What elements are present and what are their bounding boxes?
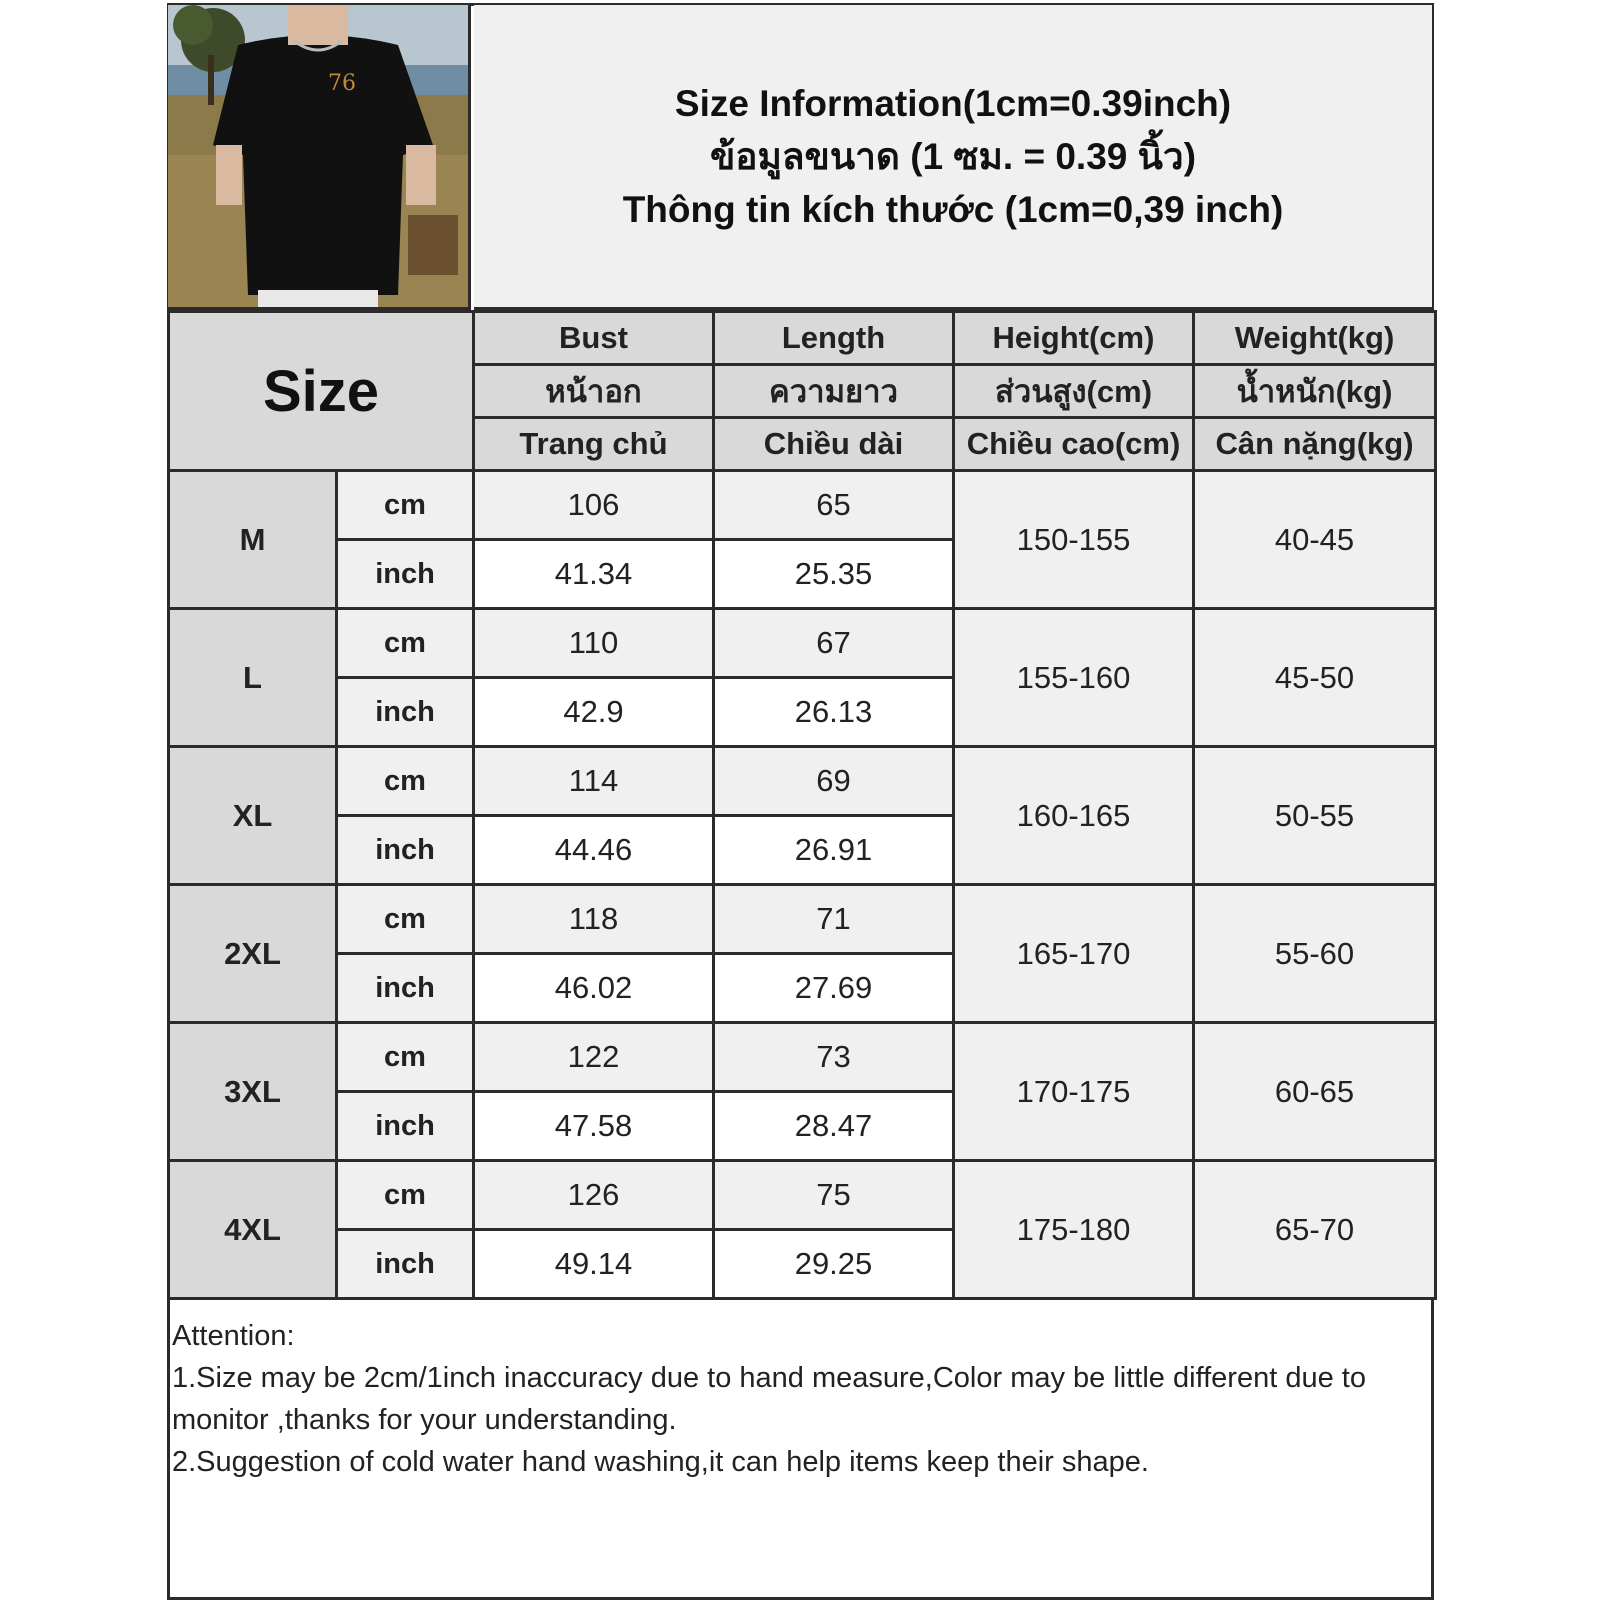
attention-notes (172, 1315, 1427, 1483)
length-cm-cell: 67 (714, 609, 954, 678)
size-cell: XL (169, 747, 337, 885)
bust-cm-cell: 114 (474, 747, 714, 816)
table-row (169, 885, 1436, 954)
length-inch-cell: 29.25 (714, 1230, 954, 1299)
bust-inch-cell: 46.02 (474, 954, 714, 1023)
weight-header-en: Weight(kg) (1194, 312, 1436, 365)
length-inch-cell: 26.13 (714, 678, 954, 747)
unit-inch-cell: inch (337, 816, 474, 885)
unit-cm-cell: cm (337, 747, 474, 816)
product-photo (168, 5, 471, 310)
size-cell: M (169, 471, 337, 609)
weight-range-cell: 40-45 (1194, 471, 1436, 609)
length-cm-cell: 71 (714, 885, 954, 954)
bust-cm-cell: 110 (474, 609, 714, 678)
weight-header-vi: Cân nặng(kg) (1194, 418, 1436, 471)
length-header-en: Length (714, 312, 954, 365)
height-header-vi: Chiều cao(cm) (954, 418, 1194, 471)
bust-inch-cell: 47.58 (474, 1092, 714, 1161)
bust-cm-cell: 118 (474, 885, 714, 954)
unit-inch-cell: inch (337, 1092, 474, 1161)
size-cell: L (169, 609, 337, 747)
bust-header-vi: Trang chủ (474, 418, 714, 471)
height-range-cell: 170-175 (954, 1023, 1194, 1161)
unit-inch-cell: inch (337, 678, 474, 747)
size-cell: 4XL (169, 1161, 337, 1299)
size-table (167, 310, 1437, 1300)
weight-header-th: น้ำหนัก(kg) (1194, 365, 1436, 418)
attention-item-2: 2.Suggestion of cold water hand washing,it can help items keep their shape. (172, 1446, 1149, 1478)
height-header-en: Height(cm) (954, 312, 1194, 365)
bust-cm-cell: 126 (474, 1161, 714, 1230)
table-row (169, 1161, 1436, 1230)
attention-item-1: 1.Size may be 2cm/1inch inaccuracy due to hand measure,Color may be little different due to monitor ,thanks for your understanding. (172, 1362, 1366, 1436)
unit-inch-cell: inch (337, 540, 474, 609)
length-header-vi: Chiều dài (714, 418, 954, 471)
bust-inch-cell: 49.14 (474, 1230, 714, 1299)
weight-range-cell: 60-65 (1194, 1023, 1436, 1161)
table-row (169, 471, 1436, 540)
unit-cm-cell: cm (337, 1023, 474, 1092)
length-inch-cell: 25.35 (714, 540, 954, 609)
unit-inch-cell: inch (337, 954, 474, 1023)
bust-inch-cell: 41.34 (474, 540, 714, 609)
table-row (169, 747, 1436, 816)
height-range-cell: 150-155 (954, 471, 1194, 609)
unit-cm-cell: cm (337, 1161, 474, 1230)
bust-cm-cell: 106 (474, 471, 714, 540)
length-cm-cell: 65 (714, 471, 954, 540)
bust-inch-cell: 42.9 (474, 678, 714, 747)
attention-title: Attention: (172, 1320, 295, 1352)
size-column-header: Size (169, 312, 474, 471)
size-cell: 3XL (169, 1023, 337, 1161)
length-inch-cell: 27.69 (714, 954, 954, 1023)
unit-cm-cell: cm (337, 609, 474, 678)
bust-header-en: Bust (474, 312, 714, 365)
weight-range-cell: 65-70 (1194, 1161, 1436, 1299)
length-cm-cell: 73 (714, 1023, 954, 1092)
unit-cm-cell: cm (337, 471, 474, 540)
size-cell: 2XL (169, 885, 337, 1023)
length-inch-cell: 28.47 (714, 1092, 954, 1161)
bust-cm-cell: 122 (474, 1023, 714, 1092)
height-range-cell: 160-165 (954, 747, 1194, 885)
header-title-th: ข้อมูลขนาด (1 ซม. = 0.39 นิ้ว) (709, 135, 1197, 177)
length-header-th: ความยาว (714, 365, 954, 418)
header-title-en: Size Information(1cm=0.39inch) (674, 82, 1232, 124)
weight-range-cell: 55-60 (1194, 885, 1436, 1023)
bust-header-th: หน้าอก (474, 365, 714, 418)
table-row (169, 1023, 1436, 1092)
weight-range-cell: 50-55 (1194, 747, 1436, 885)
size-info-header (474, 5, 1432, 310)
unit-inch-cell: inch (337, 1230, 474, 1299)
header-title-vi: Thông tin kích thước (1cm=0,39 inch) (622, 188, 1284, 230)
length-cm-cell: 69 (714, 747, 954, 816)
unit-cm-cell: cm (337, 885, 474, 954)
table-row (169, 609, 1436, 678)
length-cm-cell: 75 (714, 1161, 954, 1230)
height-range-cell: 165-170 (954, 885, 1194, 1023)
height-range-cell: 175-180 (954, 1161, 1194, 1299)
height-header-th: ส่วนสูง(cm) (954, 365, 1194, 418)
bust-inch-cell: 44.46 (474, 816, 714, 885)
svg-text:76: 76 (328, 71, 356, 96)
weight-range-cell: 45-50 (1194, 609, 1436, 747)
length-inch-cell: 26.91 (714, 816, 954, 885)
height-range-cell: 155-160 (954, 609, 1194, 747)
